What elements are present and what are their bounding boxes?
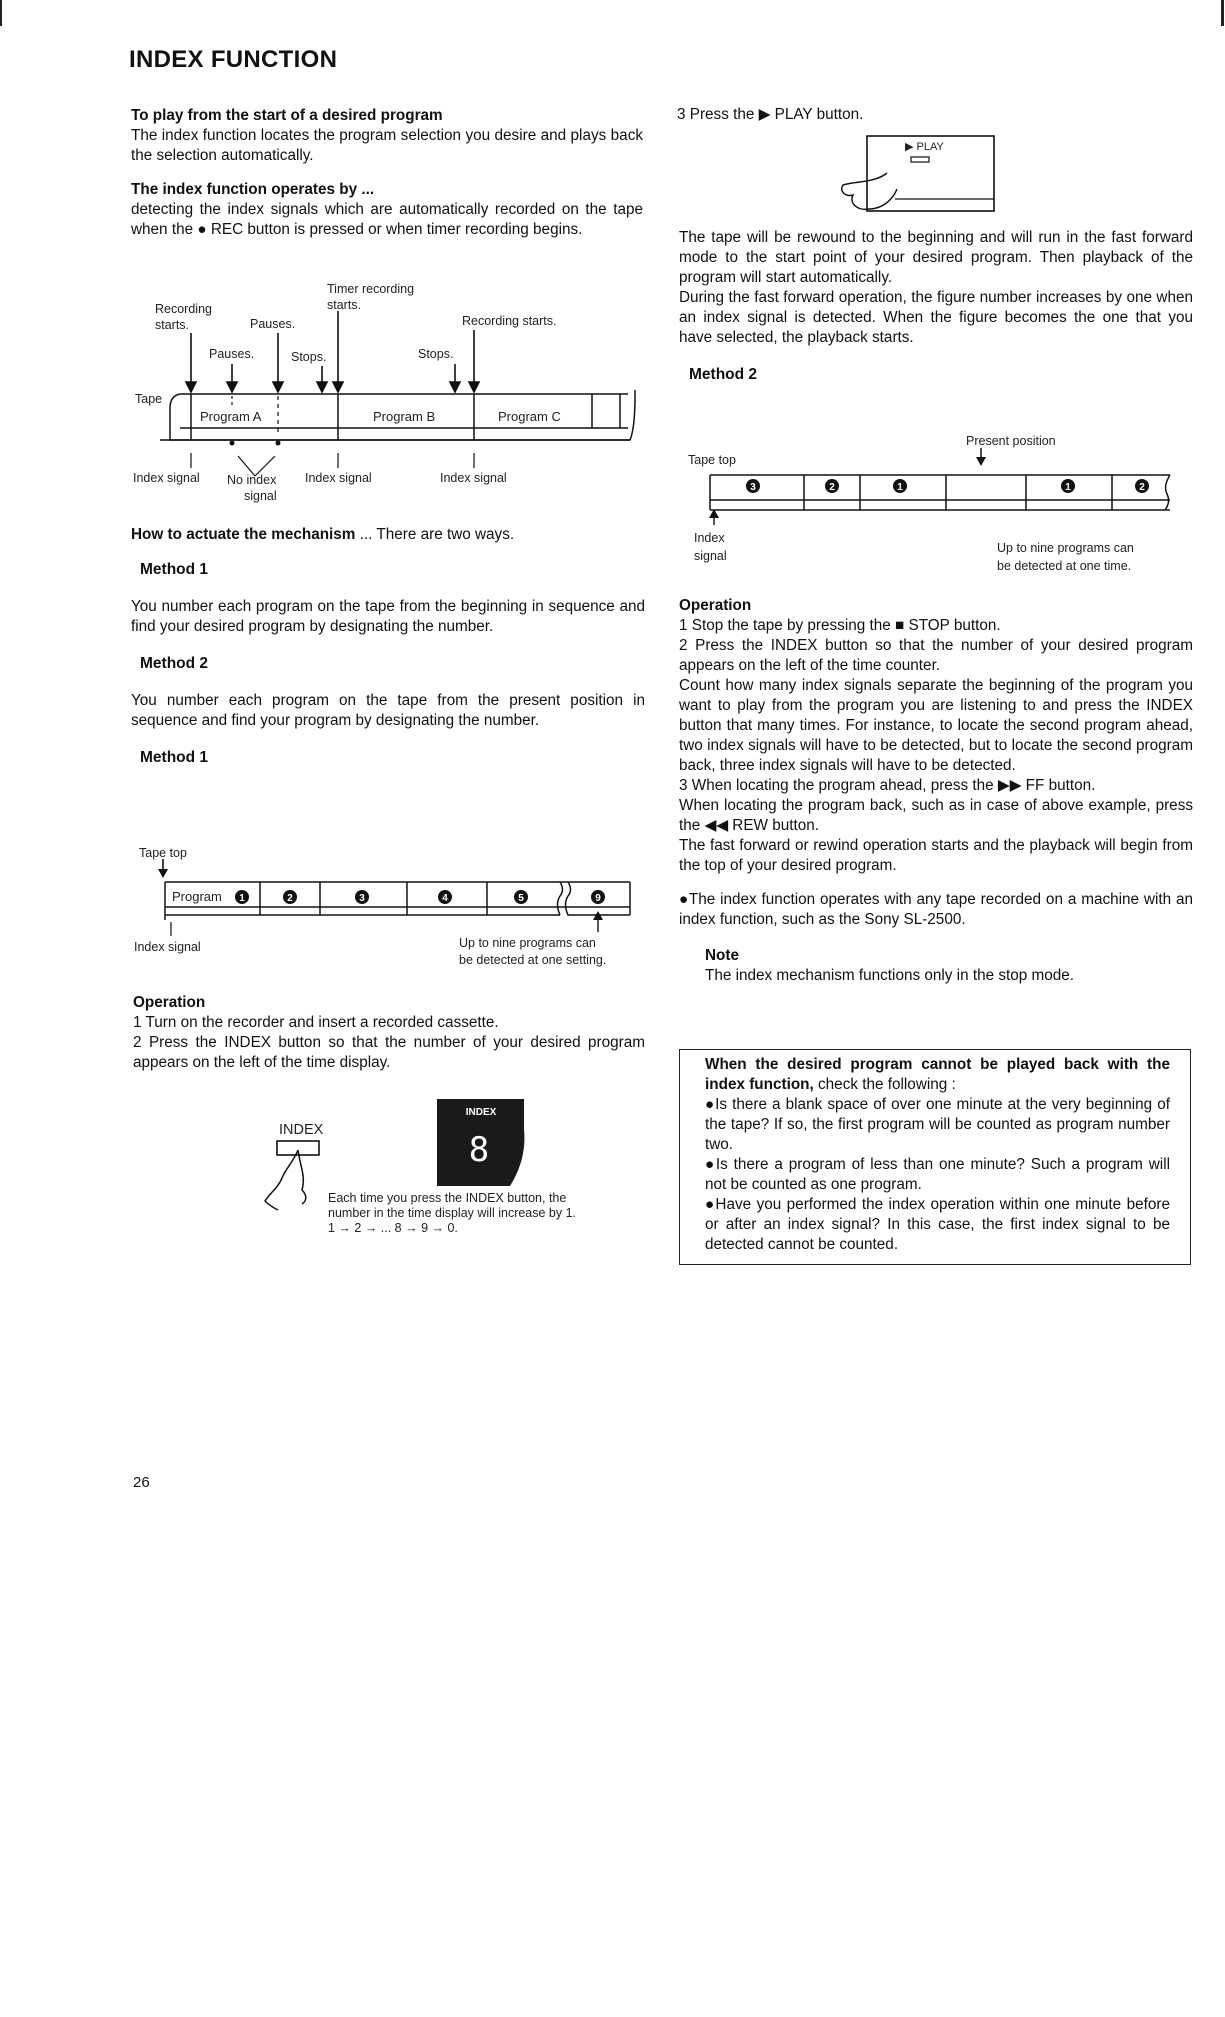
sony-bullet: ●The index function operates with any tape recorded on a machine with an index function, such as the Sony SL-2500. xyxy=(679,891,1193,928)
box-item-2: ●Is there a program of less than one minute? Such a program will not be counted as one program. xyxy=(705,1156,1170,1193)
index-caption-line-2: number in the time display will increase by 1. xyxy=(328,1206,577,1220)
pos-num-1: 1 xyxy=(897,482,903,493)
index-caption xyxy=(328,1191,658,1236)
index-signal-label-1: Index signal xyxy=(133,471,200,485)
program-a-label: Program A xyxy=(200,409,262,424)
right-operation xyxy=(679,596,1193,986)
right-operation-heading: Operation xyxy=(679,597,752,614)
program-b-label: Program B xyxy=(373,409,436,424)
page-title: INDEX FUNCTION xyxy=(129,46,338,73)
index-signal-label-3: Index signal xyxy=(440,471,507,485)
how-line xyxy=(131,525,645,545)
method2-body: You number each program on the tape from the present position in sequence and find your program by designating the number. xyxy=(131,692,645,729)
right-op-line-2: 2 Press the INDEX button so that the number of your desired program appears on the left of the time counter. xyxy=(679,637,1193,674)
intro-heading: To play from the start of a desired program xyxy=(131,107,443,124)
label-recording: Recording xyxy=(155,302,212,316)
left-column xyxy=(131,106,643,240)
label-stops-left: Stops. xyxy=(291,350,327,364)
right-method2-heading: Method 2 xyxy=(689,366,758,383)
play-button xyxy=(911,157,929,162)
no-index-signal-label: signal xyxy=(244,489,277,503)
box-heading: When the desired program cannot be played back with the index function, xyxy=(705,1056,1170,1093)
box-item-1: ●Is there a blank space of over one minute at the very beginning of the tape? If so, the first program will be counted as program number two. xyxy=(705,1096,1170,1153)
how-heading: How to actuate the mechanism xyxy=(131,526,356,543)
intro-body: The index function locates the program selection you desire and plays back the selection automatically. xyxy=(131,127,643,164)
label-tape: Tape xyxy=(135,392,163,406)
how-rest: ... There are two ways. xyxy=(359,526,515,543)
num-9: 9 xyxy=(595,893,601,904)
right-op-line-1: 1 Stop the tape by pressing the ■ STOP button. xyxy=(679,617,1001,634)
note-body: The index mechanism functions only in the stop mode. xyxy=(705,967,1075,984)
nine-programs-note-1: Up to nine programs can xyxy=(997,541,1134,555)
label-stops-right: Stops. xyxy=(418,347,454,361)
troubleshooting-box xyxy=(679,1049,1191,1265)
note-section xyxy=(705,946,1193,986)
num-1: 1 xyxy=(239,893,245,904)
method1-body: You number each program on the tape from the beginning in sequence and find your desired program by designating the number. xyxy=(131,598,645,635)
index-caption-line-3: 1 → 2 → ... 8 → 9 → 0. xyxy=(328,1221,458,1235)
operates-heading: The index function operates by ... xyxy=(131,181,375,198)
operates-body: detecting the index signals which are automatically recorded on the tape when the ● REC button is pressed or when timer recording begins. xyxy=(131,201,643,238)
pos-num-3: 3 xyxy=(750,482,756,493)
tape-top-label: Tape top xyxy=(139,846,187,860)
program-label: Program xyxy=(172,889,222,904)
tape-diagram-2 xyxy=(130,840,650,955)
pointing-hand-icon xyxy=(842,173,897,209)
right-intro xyxy=(679,228,1193,384)
right-op-line-5: When locating the program back, such as in case of above example, press the ◀◀ REW button. xyxy=(679,797,1193,834)
left-edge-mark xyxy=(0,0,2,26)
index-signal-label-2: Index signal xyxy=(305,471,372,485)
tape-top-label: Tape top xyxy=(688,453,736,467)
tape-diagram-1 xyxy=(130,278,650,508)
nine-programs-note-2: be detected at one time. xyxy=(997,559,1132,573)
program-number-markers xyxy=(235,890,605,904)
left-operation xyxy=(133,993,645,1073)
present-position-label: Present position xyxy=(966,434,1056,448)
index-signal-label: Index signal xyxy=(134,940,201,954)
box-heading-line xyxy=(705,1055,1170,1095)
num-5: 5 xyxy=(518,893,524,904)
position-number-markers xyxy=(746,479,1149,493)
num-4: 4 xyxy=(442,893,448,904)
label-timer-recording: Timer recording xyxy=(327,282,415,296)
tape-diagram-3 xyxy=(685,430,1185,578)
label-recording-starts-right: Recording starts. xyxy=(462,314,557,328)
no-index-label: No index xyxy=(227,473,277,487)
num-3: 3 xyxy=(359,893,365,904)
left-operation-heading: Operation xyxy=(133,994,206,1011)
index-button-label: INDEX xyxy=(279,1122,324,1138)
index-label: Index xyxy=(694,531,725,545)
left-op-step-2: 2 Press the INDEX button so that the number of your desired program appears on the left of the time display. xyxy=(133,1034,645,1071)
nine-programs-note-2: be detected at one setting. xyxy=(459,953,607,967)
right-op-line-4: 3 When locating the program ahead, press the ▶▶ FF button. xyxy=(679,777,1096,794)
right-op-line-3: Count how many index signals separate the beginning of the program you want to play from the program you are listening to and press the INDEX button that many times. For instance, to locate the second program ahead, two index signals will have to be detected, but to locate the second program back, three index signals will have to be detected. xyxy=(679,677,1193,774)
pointing-hand-icon xyxy=(265,1150,298,1210)
right-op-line-6: The fast forward or rewind operation starts and the playback will begin from the top of your desired program. xyxy=(679,837,1193,874)
how-section xyxy=(131,525,645,767)
display-header: INDEX xyxy=(465,1107,497,1118)
label-pauses-mid: Pauses. xyxy=(209,347,255,361)
signal-label: signal xyxy=(694,549,727,563)
method1-heading-b: Method 1 xyxy=(140,749,209,766)
play-button-illustration xyxy=(835,133,1000,218)
num-2: 2 xyxy=(287,893,293,904)
right-edge-mark xyxy=(1221,0,1224,26)
pos-num-1b: 1 xyxy=(1065,482,1071,493)
pos-num-2b: 2 xyxy=(1139,482,1145,493)
index-caption-line-1: Each time you press the INDEX button, the xyxy=(328,1191,567,1205)
label-recording-starts: starts. xyxy=(155,318,190,332)
note-heading: Note xyxy=(705,947,739,964)
program-c-label: Program C xyxy=(498,409,561,424)
pos-num-2: 2 xyxy=(829,482,835,493)
display-digit: 8 xyxy=(468,1130,490,1170)
nine-programs-note-1: Up to nine programs can xyxy=(459,936,596,950)
label-pauses-top: Pauses. xyxy=(250,317,296,331)
label-timer-starts: starts. xyxy=(327,298,362,312)
time-display-illustration xyxy=(437,1099,527,1187)
right-para-2: During the fast forward operation, the figure number increases by one when an index signal is detected. When the figure becomes the one that you have selected, the playback starts. xyxy=(679,289,1193,346)
method1-heading: Method 1 xyxy=(140,561,209,578)
right-step-3: 3 Press the ▶ PLAY button. xyxy=(677,106,864,123)
play-button-label: ▶ PLAY xyxy=(905,141,944,153)
right-para-1: The tape will be rewound to the beginning and will run in the fast forward mode to the start point of your desired program. Then playback of the program will start automatically. xyxy=(679,229,1193,286)
box-item-3: ●Have you performed the index operation within one minute before or after an index signal? In this case, the first index signal to be detected cannot be counted. xyxy=(705,1196,1170,1253)
page-number: 26 xyxy=(133,1474,150,1491)
left-op-step-1: 1 Turn on the recorder and insert a recorded cassette. xyxy=(133,1014,499,1031)
method2-heading: Method 2 xyxy=(140,655,209,672)
box-heading-rest: check the following : xyxy=(818,1076,956,1093)
